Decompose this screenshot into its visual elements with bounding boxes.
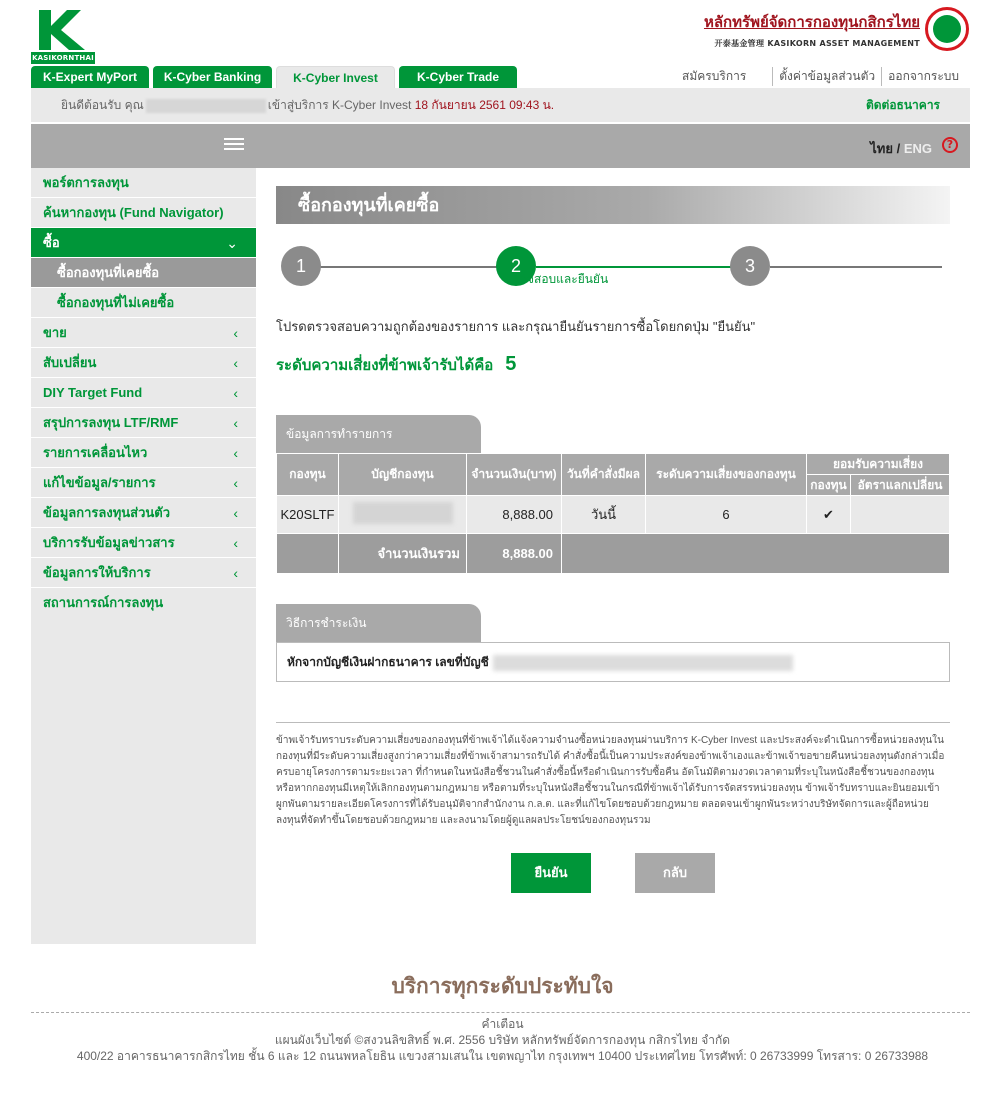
brand-thai: หลักทรัพย์จัดการกองทุนกสิกรไทย xyxy=(703,13,920,31)
logo-text: KASIKORNTHAI xyxy=(32,54,94,62)
sidebar-item-label: ซื้อกองทุนที่ไม่เคยซื้อ xyxy=(57,295,175,310)
lang-en[interactable]: ENG xyxy=(903,141,932,156)
redacted-username xyxy=(146,99,266,113)
brand-name xyxy=(704,10,920,49)
welcome-prefix: ยินดีต้อนรับ คุณ xyxy=(61,98,144,112)
kasikorn-emblem-icon xyxy=(925,7,969,51)
redacted-account-number xyxy=(493,655,793,671)
sidebar-item-label: สับเปลี่ยน xyxy=(43,355,97,370)
top-tabs xyxy=(31,66,521,88)
disclaimer-text: ข้าพเจ้ารับทราบระดับความเสี่ยงของกองทุนที่ข้าพเจ้าได้แจ้งความจำนงซื้อหน่วยลงทุนผ่านบริการ K-Cyber Invest และประสงค์จะดำเนินการซื้อหน่วยลงทุนในกองทุนที่มีระดับความเสี่ยงสูงกว่าความเสี่ยงที่ข้าพเจ้าสามารถรับได้ คำสั่งซื้อนี้เป็นความประสงค์ของข้าพเจ้าเองและข้าพเจ้าขอขายคืนหน่วยลงทุนดังกล่าวเมื่อครบอายุโครงการตามระยะเวลา ที่กำหนดในหนังสือชี้ชวนในคำสั่งซื้อนี้หรือดำเนินการรับซื้อคืน อัตโนมัติตามงวดเวลาตามที่ระบุในหนังสือชี้ชวนของกองทุน หรือหากกองทุนมีเหตุให้เลิกกองทุนตามกฎหมาย หรือตามที่ระบุในหนังสือชี้ชวนในกรณีที่ข้าพเจ้าได้รับการจัดสรรหน่วยลงทุน ข้าพเจ้ารับทราบและยินยอมเข้าผูกพันตามรายละเอียดโครงการที่ได้รับอนุมัติจากสำนักงาน ก.ล.ต. และที่แก้ไขโดยชอบด้วยกฎหมาย ตลอดจนเข้าผูกพันระหว่างบริษัทจัดการและผู้ถือหน่วยลงทุนที่จัดทำขึ้นโดยชอบด้วยกฎหมาย และลงนามโดยผู้ดูแลผลประโยชน์ของกองทุนรวม xyxy=(276,735,945,826)
sidebar-item-sell[interactable] xyxy=(31,318,256,348)
chevron-left-icon: ‹ xyxy=(233,355,238,371)
sidebar-item-label: ซื้อกองทุนที่เคยซื้อ xyxy=(57,265,160,280)
footer-divider xyxy=(31,1012,970,1013)
welcome-bar xyxy=(31,88,970,122)
chevron-left-icon: ‹ xyxy=(233,385,238,401)
lang-separator: / xyxy=(892,141,904,156)
sidebar-item-label: ข้อมูลการให้บริการ xyxy=(43,565,151,580)
welcome-suffix: เข้าสู่บริการ K-Cyber Invest xyxy=(267,98,412,112)
sidebar-item-buy-existing[interactable] xyxy=(31,258,256,288)
step-3: 3 xyxy=(730,246,770,286)
sidebar-item-label: ค้นหากองทุน (Fund Navigator) xyxy=(43,205,224,220)
sidebar-item-switch[interactable] xyxy=(31,348,256,378)
sidebar xyxy=(31,168,256,944)
sidebar-item-label: ข้อมูลการลงทุนส่วนตัว xyxy=(43,505,171,520)
col-effective-date: วันที่คำสั่งมีผล xyxy=(562,454,646,496)
step-2-active: 2 xyxy=(496,246,536,286)
sidebar-item-label: สรุปการลงทุน LTF/RMF xyxy=(43,415,179,430)
divider xyxy=(276,722,950,723)
confirm-button[interactable]: ยืนยัน xyxy=(511,853,591,893)
sidebar-item-news-service[interactable] xyxy=(31,528,256,558)
total-label: จำนวนเงินรวม xyxy=(339,534,467,574)
sidebar-item-diy-target-fund[interactable] xyxy=(31,378,256,408)
table-row xyxy=(277,496,950,534)
sidebar-item-buy-new[interactable] xyxy=(31,288,256,318)
sidebar-item-label: ซื้อ xyxy=(43,235,60,250)
settings-link[interactable]: ตั้งค่าข้อมูลส่วนตัว xyxy=(772,67,881,86)
col-risk-level: ระดับความเสี่ยงของกองทุน xyxy=(646,454,807,496)
total-row xyxy=(277,534,950,574)
progress-steps xyxy=(276,244,950,304)
k-logo-icon xyxy=(35,8,89,52)
total-empty xyxy=(562,534,950,574)
footer-slogan: บริการทุกระดับประทับใจ xyxy=(391,975,614,998)
tab-k-cyber-invest[interactable]: K-Cyber Invest xyxy=(276,66,395,88)
chevron-left-icon: ‹ xyxy=(233,445,238,461)
section-header-payment: วิธีการชำระเงิน xyxy=(276,604,481,642)
login-datetime: 18 กันยายน 2561 09:43 น. xyxy=(414,98,555,112)
chevron-left-icon: ‹ xyxy=(233,505,238,521)
language-switcher xyxy=(870,138,932,159)
sidebar-item-label: DIY Target Fund xyxy=(43,385,143,400)
step-1: 1 xyxy=(281,246,321,286)
sidebar-item-label: แก้ไขข้อมูล/รายการ xyxy=(43,475,156,490)
risk-value: 5 xyxy=(505,353,517,375)
warning-link[interactable]: คำเตือน xyxy=(481,1017,524,1031)
register-link[interactable]: สมัครบริการ xyxy=(682,69,747,83)
address-text: 400/22 อาคารธนาคารกสิกรไทย ชั้น 6 และ 12 ถนนพหลโยธิน แขวงสามเสนใน เขตพญาไท กรุงเทพฯ 10400 ประเทศไทย โทรศัพท์: 0 26733999 โทรสาร: 0 26733988 xyxy=(76,1049,929,1063)
step-connector xyxy=(536,266,736,268)
contact-bank-link[interactable]: ติดต่อธนาคาร xyxy=(865,98,940,112)
sidebar-item-fund-navigator[interactable] xyxy=(31,198,256,228)
col-accept-fx: อัตราแลกเปลี่ยน xyxy=(851,475,950,496)
checkmark-icon: ✔ xyxy=(807,496,851,534)
sidebar-item-label: ขาย xyxy=(43,325,67,340)
back-button[interactable]: กลับ xyxy=(635,853,715,893)
tab-k-cyber-trade[interactable]: K-Cyber Trade xyxy=(399,66,517,88)
risk-acceptance xyxy=(276,353,950,377)
col-accept-risk: ยอมรับความเสี่ยง xyxy=(807,454,950,475)
total-empty xyxy=(277,534,339,574)
tab-k-expert-myport[interactable]: K-Expert MyPort xyxy=(31,66,149,88)
cell-risk-level: 6 xyxy=(646,496,807,534)
logout-link[interactable]: ออกจากระบบ xyxy=(881,67,965,86)
step-label: ตรวจสอบและยืนยัน xyxy=(506,272,609,286)
section-header-transaction: ข้อมูลการทำรายการ xyxy=(276,415,481,453)
cell-effective-date: วันนี้ xyxy=(562,496,646,534)
sidebar-item-label: รายการเคลื่อนไหว xyxy=(43,445,148,460)
chevron-left-icon: ‹ xyxy=(233,475,238,491)
help-icon[interactable]: ? xyxy=(942,137,958,153)
sidebar-item-transactions[interactable] xyxy=(31,438,256,468)
col-account: บัญชีกองทุน xyxy=(339,454,467,496)
cell-account-redacted xyxy=(339,496,467,534)
step-connector xyxy=(306,266,506,268)
copyright-text: แผนผังเว็บไซต์ ©สงวนลิขสิทธิ์ พ.ศ. 2556 บริษัท หลักทรัพย์จัดการกองทุน กสิกรไทย จำกัด xyxy=(274,1033,731,1047)
lang-th[interactable]: ไทย xyxy=(870,141,893,156)
total-value: 8,888.00 xyxy=(467,534,562,574)
chevron-left-icon: ‹ xyxy=(233,415,238,431)
tab-k-cyber-banking[interactable]: K-Cyber Banking xyxy=(153,66,272,88)
cell-fund: K20SLTF xyxy=(277,496,339,534)
cell-amount: 8,888.00 xyxy=(467,496,562,534)
sidebar-item-market-situation[interactable] xyxy=(31,588,256,618)
step-connector xyxy=(770,266,942,268)
chevron-left-icon: ‹ xyxy=(233,325,238,341)
chevron-left-icon: ‹ xyxy=(233,535,238,551)
instruction-text: โปรดตรวจสอบความถูกต้องของรายการ และกรุณายืนยันรายการซื้อโดยกดปุ่ม "ยืนยัน" xyxy=(276,319,756,334)
sidebar-item-buy[interactable] xyxy=(31,228,256,258)
payment-text: หักจากบัญชีเงินฝากธนาคาร เลขที่บัญชี xyxy=(287,655,489,669)
col-fund: กองทุน xyxy=(277,454,339,496)
brand-english: 开泰基金管理 KASIKORN ASSET MANAGEMENT xyxy=(714,39,920,48)
page-title: ซื้อกองทุนที่เคยซื้อ xyxy=(276,186,950,224)
main-content xyxy=(276,186,950,880)
top-links xyxy=(676,67,965,86)
sidebar-item-edit-info[interactable] xyxy=(31,468,256,498)
welcome-text xyxy=(61,88,554,122)
transaction-table xyxy=(276,453,950,574)
chevron-down-icon: ⌄ xyxy=(226,235,238,251)
sidebar-item-personal-investment[interactable] xyxy=(31,498,256,528)
footer xyxy=(0,1016,1005,1064)
kasikorn-logo[interactable] xyxy=(31,6,95,62)
hamburger-menu-icon[interactable] xyxy=(224,138,244,154)
risk-label: ระดับความเสี่ยงที่ข้าพเจ้ารับได้คือ xyxy=(276,357,494,374)
chevron-left-icon: ‹ xyxy=(233,565,238,581)
sidebar-item-label: สถานการณ์การลงทุน xyxy=(43,595,164,610)
sidebar-item-ltf-rmf-summary[interactable] xyxy=(31,408,256,438)
sidebar-item-label: พอร์ตการลงทุน xyxy=(43,175,129,190)
menu-bar xyxy=(31,124,970,168)
cell-accept-fx xyxy=(851,496,950,534)
payment-method xyxy=(276,642,950,682)
col-accept-fund: กองทุน xyxy=(807,475,851,496)
sidebar-item-label: บริการรับข้อมูลข่าวสาร xyxy=(43,535,175,550)
col-amount: จำนวนเงิน(บาท) xyxy=(467,454,562,496)
sidebar-item-service-info[interactable] xyxy=(31,558,256,588)
sidebar-item-portfolio[interactable] xyxy=(31,168,256,198)
